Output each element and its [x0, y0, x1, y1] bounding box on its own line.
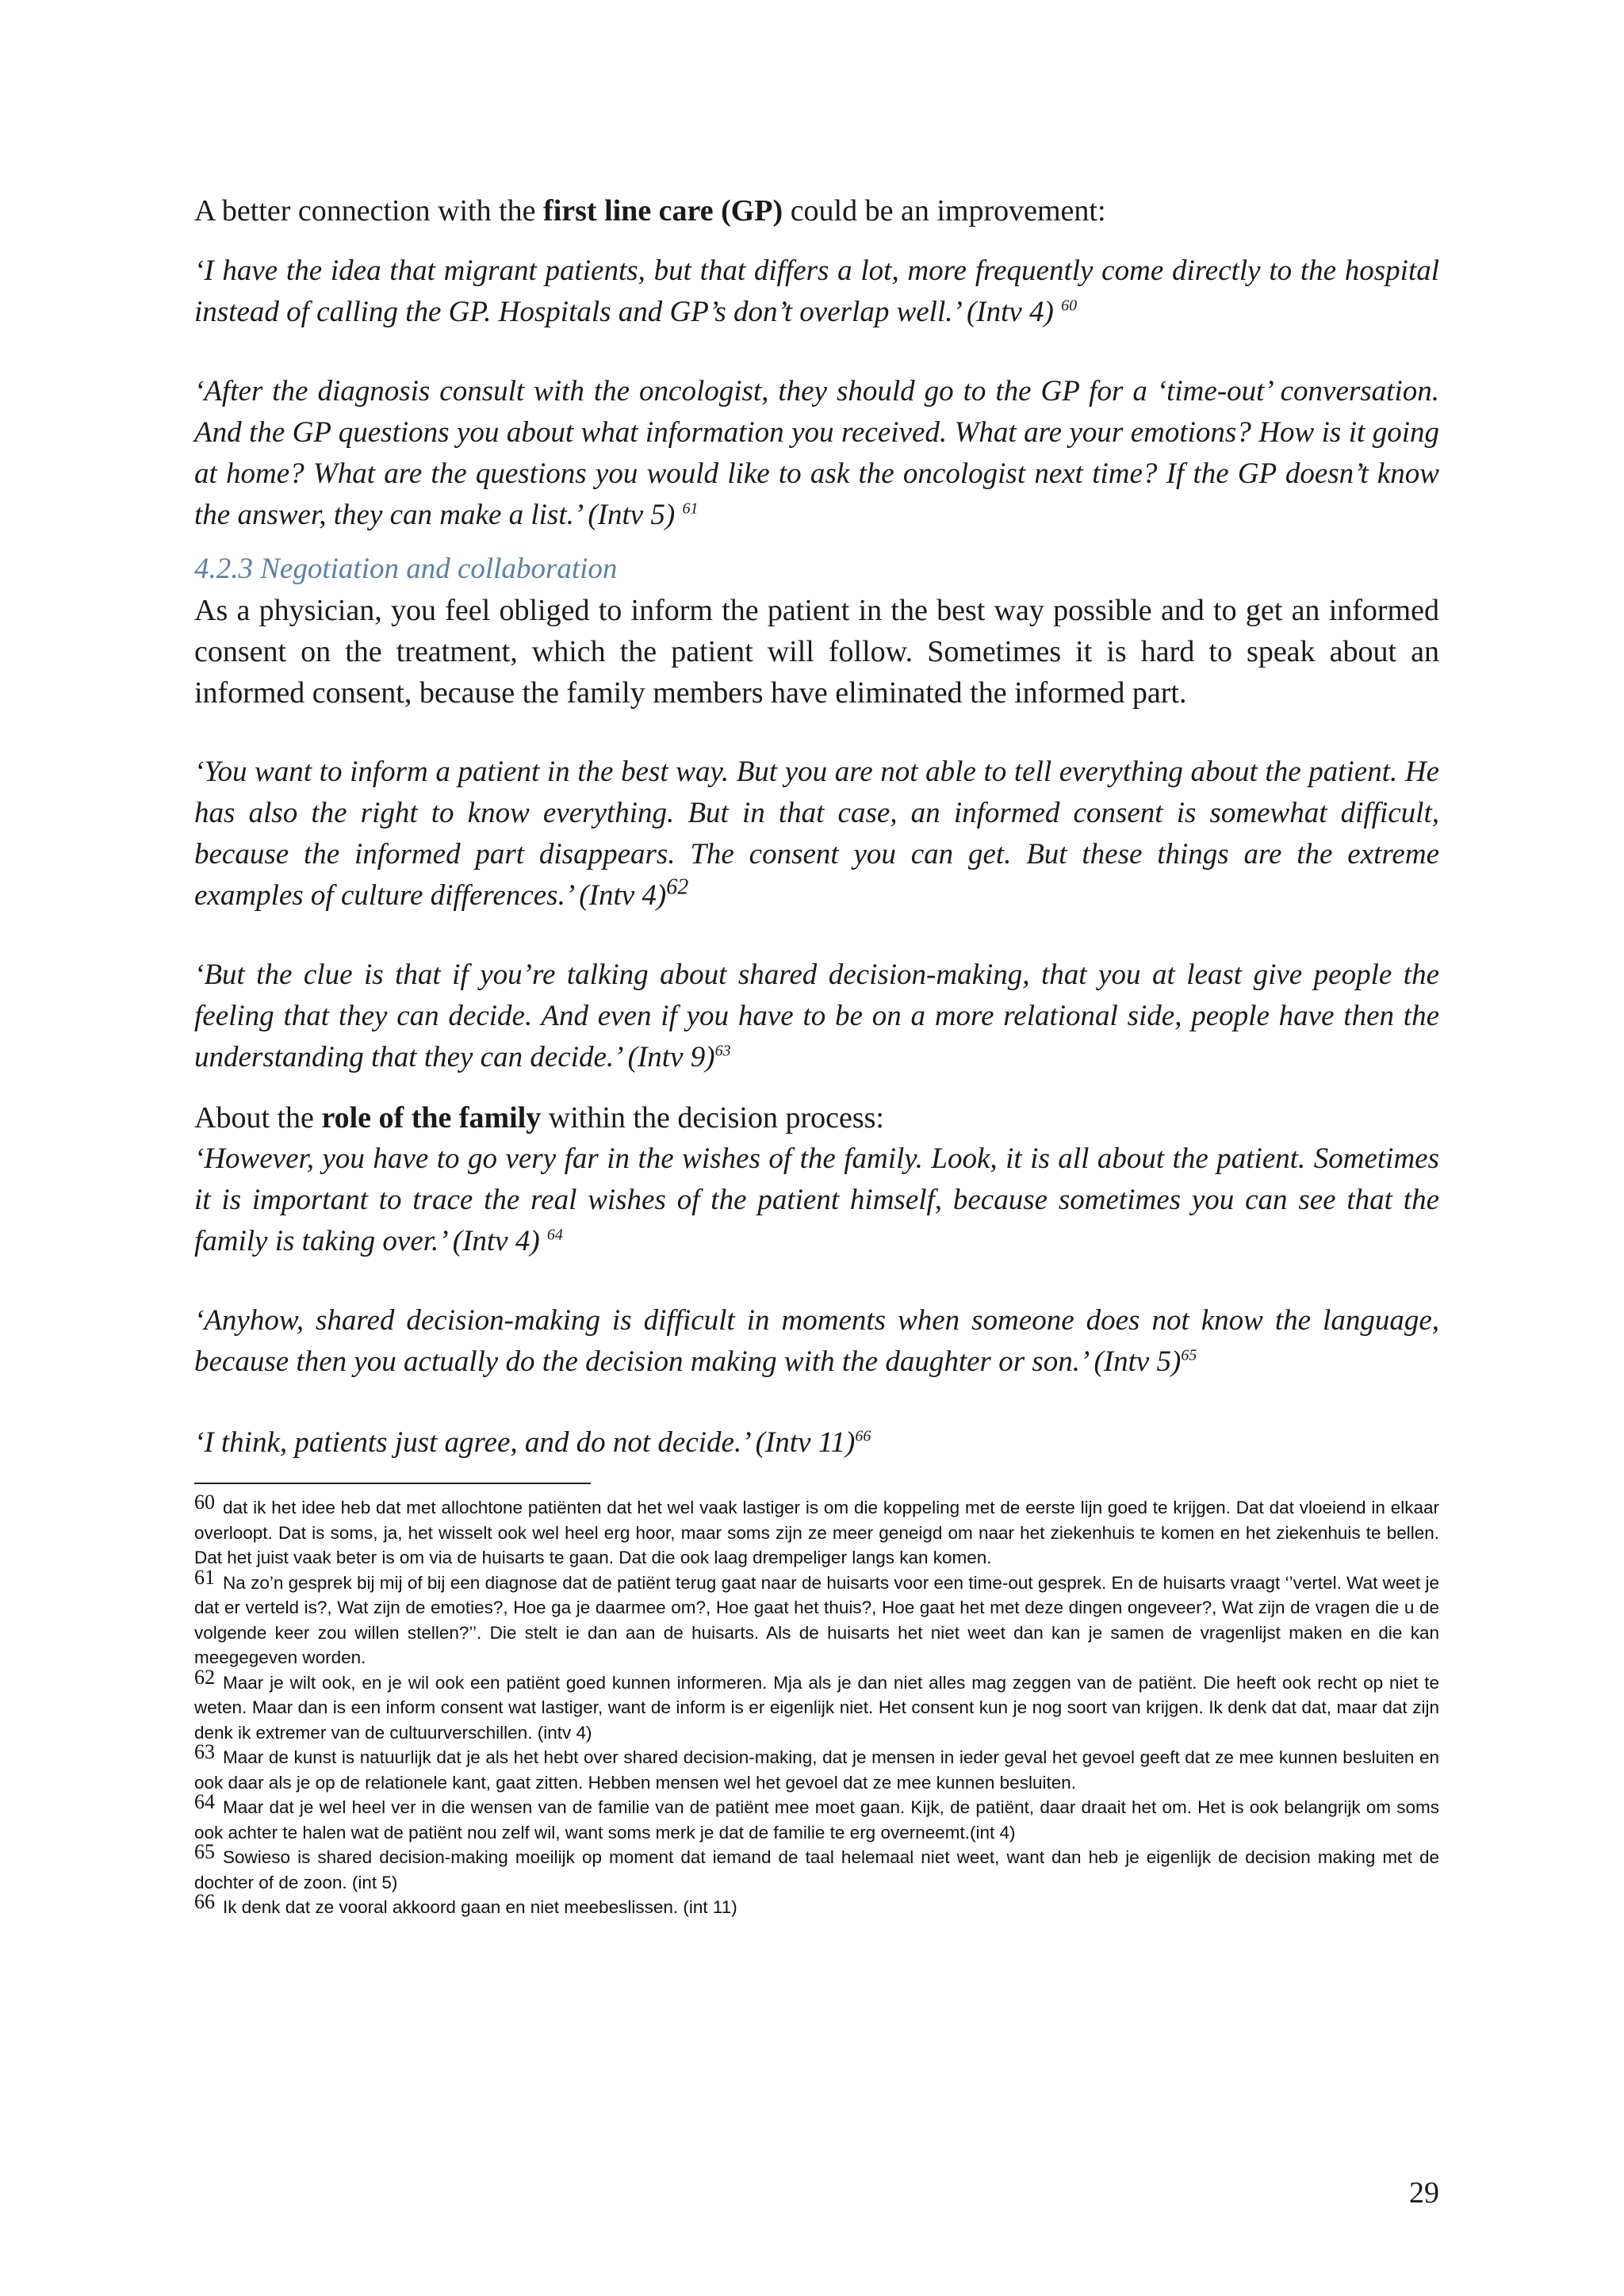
page-number: 29	[1409, 2176, 1439, 2210]
footnote-text: Maar dat je wel heel ver in die wensen van de familie van de patiënt mee moet gaan. Kijk, de patiënt, daar draait het om. Het is ook belangrijk om soms ook achter te halen wat de patiënt nou zelf wil, want soms merk je dat de familie te erg overneemt.(int 4)	[194, 1797, 1439, 1843]
paragraph-negotiation: As a physician, you feel obliged to inform the patient in the best way possible and to get an informed consent on the treatment, which the patient will follow. Sometimes it is hard to speak about an informed consent, because the family members have eliminated the informed part.	[194, 594, 1439, 710]
intro-first-line-care	[194, 190, 1439, 232]
footnote-text: Maar je wilt ook, en je wil ook een patiënt goed kunnen informeren. Mja als je dan niet alles mag zeggen van de patiënt. Die heeft ook recht op niet te weten. Maar dan is een inform consent wat lastiger, want de inform is er eigenlijk niet. Het consent kun je nog soort van krijgen. Ik denk dat dat, maar dat zijn denk ik extremer van de cultuurverschillen. (intv 4)	[194, 1672, 1439, 1743]
footnote-number: 60	[194, 1490, 215, 1513]
footnotes	[194, 1490, 1439, 1920]
footnote-ref[interactable]: 63	[714, 1042, 731, 1060]
quote-text: ‘However, you have to go very far in the wishes of the family. Look, it is all about the patient. Sometimes it is important to trace the real wishes of the patient himself, because sometimes you can see that the family is taking over.’ (Intv 4)	[194, 1142, 1439, 1257]
footnote-number: 65	[194, 1840, 215, 1863]
quote-61	[194, 371, 1439, 536]
intro1-text-before: A better connection with the	[194, 194, 544, 228]
quote-63	[194, 955, 1439, 1078]
footnote-number: 64	[194, 1790, 215, 1813]
quote-65	[194, 1300, 1439, 1383]
footnote-number: 66	[194, 1890, 215, 1913]
footnote-ref[interactable]: 65	[1181, 1346, 1197, 1364]
footnote-ref[interactable]: 64	[546, 1226, 563, 1244]
quote-text: ‘I think, patients just agree, and do not decide.’ (Intv 11)	[194, 1426, 856, 1459]
intro1-text-after: could be an improvement:	[783, 194, 1106, 228]
footnote-text: Maar de kunst is natuurlijk dat je als het hebt over shared decision-making, dat je mensen in ieder geval het gevoel geeft dat ze mee kunnen besluiten en ook daar als je op de relationele kant, gaat zitten. Hebben mensen wel het gevoel dat ze mee kunnen besluiten.	[194, 1747, 1439, 1793]
quote-66	[194, 1422, 1439, 1464]
quote-64	[194, 1138, 1439, 1262]
footnote-number: 61	[194, 1565, 215, 1589]
footnote-62	[194, 1665, 1439, 1746]
footnote-66	[194, 1890, 1439, 1920]
intro1-bold-term: first line care (GP)	[543, 194, 783, 228]
footnote-number: 62	[194, 1665, 215, 1689]
footnote-separator	[194, 1483, 591, 1484]
intro2-text-after: within the decision process:	[541, 1101, 884, 1135]
section-heading: 4.2.3 Negotiation and collaboration	[194, 553, 618, 585]
footnote-65	[194, 1840, 1439, 1895]
footnote-ref[interactable]: 60	[1061, 297, 1078, 315]
footnote-number: 63	[194, 1740, 215, 1763]
footnote-ref[interactable]: 62	[666, 874, 689, 900]
intro2-bold-term: role of the family	[321, 1101, 542, 1135]
quote-text: ‘I have the idea that migrant patients, but that differs a lot, more frequently come directly to the hospital instead of calling the GP. Hospitals and GP’s don’t overlap well.’ (Intv 4)	[194, 254, 1439, 328]
quote-text: ‘After the diagnosis consult with the oncologist, they should go to the GP for a ‘time-out’ conversation. And the GP questions you about what information you received. What are your emotions? How is it going at home? What are the questions you would like to ask the oncologist next time? If the GP doesn’t know the answer, they can make a list.’ (Intv 5)	[194, 375, 1439, 531]
footnote-text: Sowieso is shared decision-making moeilijk op moment dat iemand de taal helemaal niet weet, want dan heb je eigenlijk de decision making met de dochter of de zoon. (int 5)	[194, 1847, 1439, 1892]
footnote-text: Ik denk dat ze vooral akkoord gaan en niet meebeslissen. (int 11)	[223, 1897, 737, 1917]
quote-text: ‘You want to inform a patient in the best way. But you are not able to tell everything about the patient. He has also the right to know everything. But in that case, an informed consent is somewhat difficult, because the informed part disappears. The consent you can get. But these things are the extreme examples of culture differences.’ (Intv 4)	[194, 756, 1439, 912]
footnote-text: dat ik het idee heb dat met allochtone patiënten dat het wel vaak lastiger is om die koppeling met de eerste lijn goed te krijgen. Dat dat vloeiend in elkaar overloopt. Dat is soms, ja, het wisselt ook wel heel erg hoor, maar soms zijn ze meer geneigd om naar het ziekenhuis te komen en het ziekenhuis te bellen. Dat het juist vaak beter is om via de huisarts te gaan. Dat die ook laag drempeliger langs kan komen.	[194, 1498, 1439, 1567]
quote-60	[194, 251, 1439, 333]
footnote-61	[194, 1565, 1439, 1670]
intro2-text-before: About the	[194, 1101, 322, 1135]
footnote-64	[194, 1790, 1439, 1845]
footnote-60	[194, 1490, 1439, 1571]
page-body	[194, 190, 1439, 1920]
footnote-ref[interactable]: 61	[682, 499, 699, 518]
footnote-ref[interactable]: 66	[855, 1427, 871, 1445]
footnote-63	[194, 1740, 1439, 1795]
intro-role-of-family	[194, 1097, 1439, 1138]
quote-62	[194, 752, 1439, 916]
quote-text: ‘Anyhow, shared decision-making is difficult in moments when someone does not know the language, because then you actually do the decision making with the daughter or son.’ (Intv 5)	[194, 1304, 1439, 1378]
quote-text: ‘But the clue is that if you’re talking about shared decision-making, that you at least give people the feeling that they can decide. And even if you have to be on a more relational side, people have then the understanding that they can decide.’ (Intv 9)	[194, 959, 1439, 1073]
footnote-text: Na zo’n gesprek bij mij of bij een diagnose dat de patiënt terug gaat naar de huisarts voor een time-out gesprek. En de huisarts vraagt ‘’vertel. Wat weet je dat er verteld is?, Wat zijn de emoties?, Hoe ga je daarmee om?, Hoe gaat het thuis?, Hoe gaat het met deze dingen ongeveer?, Wat zijn de vragen die u de volgende keer zou willen stellen?’’. Die stelt ie dan aan de huisarts. Als de huisarts het niet weet dan kan je samen de vragenlijst maken en die kan meegegeven worden.	[194, 1572, 1439, 1667]
